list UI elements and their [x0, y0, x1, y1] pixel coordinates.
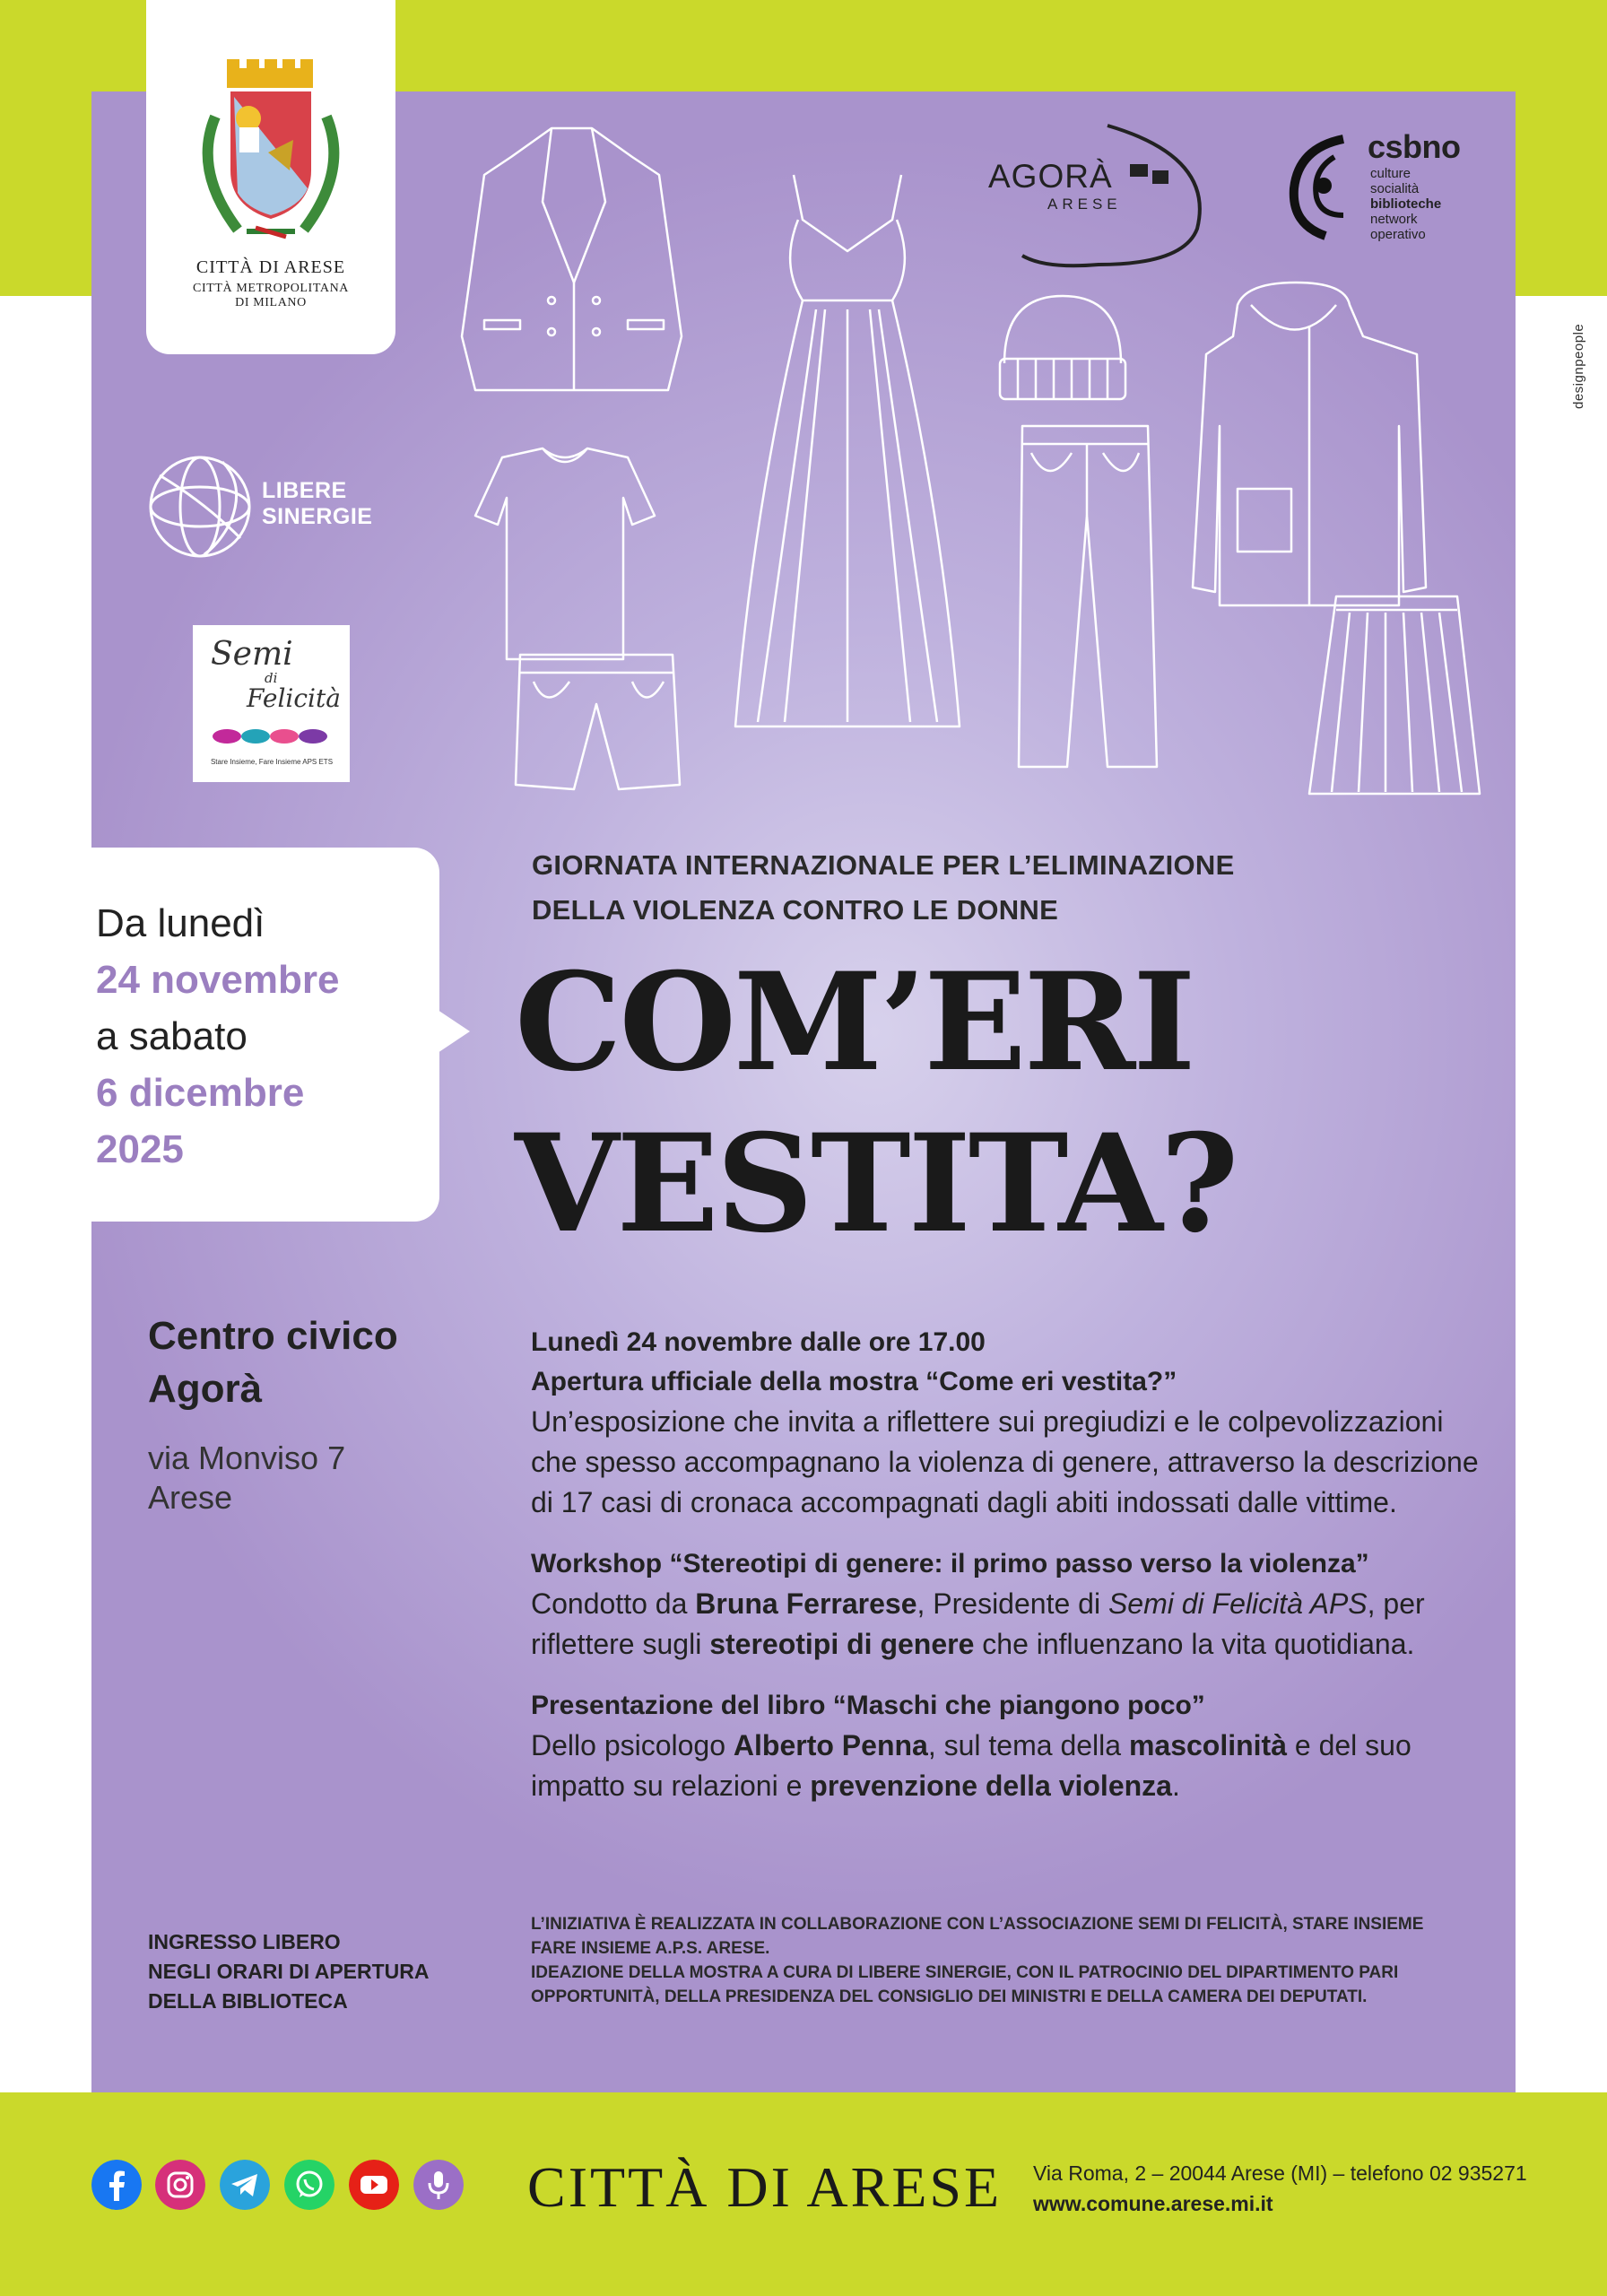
- poster-title: COM’ERI VESTITA?: [515, 944, 1237, 1263]
- venue-address: via Monviso 7 Arese: [148, 1439, 346, 1516]
- entry-info: INGRESSO LIBERO NEGLI ORARI DI APERTURA DELLA BIBLIOTECA: [148, 1930, 430, 2013]
- program-opening-text: Un’esposizione che invita a riflettere sui pregiudizi e le colpevolizzazioni che spesso accompagnano la violenza di genere, attraverso la descrizione di 17 casi di cronaca accompagnati dagli abiti indossati dalle vittime.: [531, 1405, 1479, 1518]
- credits-text: L’INIZIATIVA È REALIZZATA IN COLLABORAZIONE CON L’ASSOCIAZIONE SEMI DI FELICITÀ, STARE INSIEME FARE INSIEME A.P.S. ARESE. IDEAZIONE DELLA MOSTRA A CURA DI LIBERE SINERGIE, CON IL PATROCINIO DEL DIPARTIMENTO PARI OPPORTUNITÀ, DELLA PRESIDENZA DEL CONSIGLIO DEI MINISTRI E DELLA CAMERA DEI DEPUTATI.: [531, 1915, 1424, 2006]
- hoodie-icon: [1193, 283, 1426, 605]
- jeans-icon: [1019, 426, 1157, 767]
- venue-name: Centro civico Agorà: [148, 1314, 398, 1411]
- long-dress-icon: [735, 175, 960, 726]
- event-program: [531, 1323, 1481, 1806]
- libere-sinergie-label: LIBERE SINERGIE: [262, 478, 373, 529]
- program-workshop-text: Condotto da Bruna Ferrarese, Presidente di Semi di Felicità APS, per riflettere sugli stereotipi di genere che influenzano la vita quotidiana.: [531, 1587, 1425, 1660]
- date-range: [96, 895, 339, 1178]
- semi-di-felicita-footer: Stare Insieme, Fare Insieme APS ETS: [210, 758, 334, 766]
- csbno-tagline: culture socialità biblioteche network operativo: [1370, 166, 1442, 242]
- semi-di-felicita-logo: Semi di Felicità: [193, 625, 350, 782]
- program-when: Lunedì 24 novembre dalle ore 17.00: [531, 1327, 986, 1357]
- instagram-icon[interactable]: [155, 2160, 205, 2210]
- date-to: 6 dicembre: [96, 1071, 305, 1115]
- podcast-icon[interactable]: [413, 2160, 464, 2210]
- t-shirt-icon: [475, 448, 655, 659]
- facebook-icon[interactable]: [91, 2160, 142, 2210]
- crest-subtitle: CITTÀ METROPOLITANA DI MILANO: [193, 282, 349, 309]
- designer-credit: designpeople: [1571, 323, 1586, 409]
- date-from: 24 novembre: [96, 958, 340, 1002]
- program-opening-title: Apertura ufficiale della mostra “Come eri vestita?”: [531, 1367, 1177, 1396]
- footer-city-name: CITTÀ DI ARESE: [527, 2155, 1003, 2219]
- program-workshop-title: Workshop “Stereotipi di genere: il primo passo verso la violenza”: [531, 1549, 1369, 1578]
- seeds-icon: [209, 724, 334, 751]
- youtube-icon[interactable]: [349, 2160, 399, 2210]
- event-occasion: GIORNATA INTERNAZIONALE PER L’ELIMINAZIONE DELLA VIOLENZA CONTRO LE DONNE: [532, 849, 1235, 926]
- crest-city-name: CITTÀ DI ARESE: [195, 257, 346, 277]
- coat-of-arms-icon: [175, 54, 367, 251]
- whatsapp-icon[interactable]: [284, 2160, 334, 2210]
- footer-contact: [1033, 2158, 1527, 2219]
- agora-subtitle: ARESE: [1047, 196, 1122, 213]
- blazer-icon: [462, 128, 682, 390]
- libere-sinergie-logo-icon: [142, 448, 258, 565]
- footer-address: Via Roma, 2 – 20044 Arese (MI) – telefono 02 935271: [1033, 2161, 1527, 2185]
- date-to-label: a sabato: [96, 1014, 248, 1058]
- clothing-illustrations: [448, 121, 1498, 812]
- footer-website-link[interactable]: www.comune.arese.mi.it: [1033, 2192, 1273, 2215]
- shorts-icon: [516, 655, 680, 789]
- program-book-text: Dello psicologo Alberto Penna, sul tema della mascolinità e del suo impatto su relazioni e prevenzione della violenza.: [531, 1729, 1412, 1802]
- agora-wordmark: AGORÀ: [988, 158, 1113, 195]
- csbno-wordmark: csbno: [1368, 128, 1461, 165]
- date-from-label: Da lunedì: [96, 901, 265, 945]
- beanie-icon: [1000, 296, 1125, 399]
- telegram-icon[interactable]: [220, 2160, 270, 2210]
- date-year: 2025: [96, 1127, 184, 1171]
- date-card-pointer: [438, 1010, 470, 1053]
- program-book-title: Presentazione del libro “Maschi che piangono poco”: [531, 1691, 1205, 1720]
- right-white-margin: [1516, 296, 1607, 2092]
- pleated-skirt-icon: [1309, 596, 1480, 794]
